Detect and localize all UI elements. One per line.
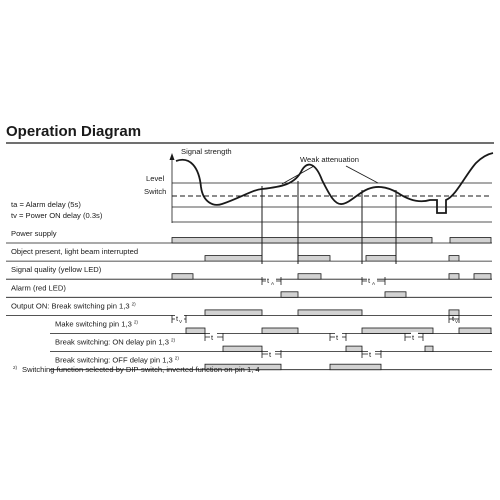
row-active-bar: [298, 274, 321, 280]
row-active-bar: [425, 346, 433, 352]
row-label-footnote-marker: 2): [174, 355, 179, 361]
row-active-bar: [298, 256, 330, 262]
tv-sub-1: V: [179, 319, 183, 324]
row-label: Make switching pin 1,3 $^{2)}$: [55, 319, 138, 329]
timing-row: [6, 301, 492, 315]
weak-attenuation-pointer-right: [346, 166, 378, 183]
row-label: Break switching: OFF delay pin 1,3 $^{2)}$: [55, 355, 179, 365]
row-active-bar: [366, 256, 396, 262]
row-active-bar: [172, 238, 432, 244]
t-on-label-2: t: [336, 333, 339, 342]
ta-label-1: t: [267, 276, 270, 285]
row-label: Break switching: ON delay pin 1,3 $^{2)}$: [55, 337, 176, 347]
row-active-bar: [281, 292, 298, 298]
t-off-label-1: t: [269, 350, 272, 359]
tv-label-2: t: [452, 314, 455, 323]
row-active-bar: [449, 256, 459, 262]
level-label: Level: [146, 174, 165, 183]
timing-annotations: [172, 275, 459, 359]
row-active-bar: [450, 238, 491, 244]
timing-rows: [6, 229, 492, 370]
row-active-bar: [262, 328, 298, 334]
row-active-bar: [330, 364, 381, 370]
signal-curve-panel: [144, 147, 493, 223]
row-active-bar: [298, 310, 362, 316]
timing-row: [6, 229, 492, 243]
row-active-bar: [362, 328, 433, 334]
switch-label: Switch: [144, 187, 167, 196]
timing-row: [6, 283, 492, 297]
row-label: Signal quality (yellow LED): [11, 265, 102, 275]
weak-attenuation-label: Weak attenuation: [300, 155, 359, 164]
t-on-label-3: t: [412, 333, 415, 342]
page-title: Operation Diagram: [6, 123, 142, 140]
row-active-bar: [449, 274, 459, 280]
signal-strength-label: Signal strength: [181, 147, 232, 156]
y-axis-arrowhead: [170, 153, 175, 160]
ta-sub-2: A: [372, 281, 376, 286]
row-active-bar: [385, 292, 406, 298]
t-off-label-2: t: [369, 350, 372, 359]
timing-row: [6, 265, 492, 279]
row-active-bar: [186, 328, 205, 334]
row-label: Output ON: Break switching pin 1,3 $^{2)}$: [11, 301, 136, 311]
footnote-marker: 2): [13, 365, 18, 370]
legend-tv: tv = Power ON delay (0.3s): [11, 211, 103, 220]
row-label-footnote-marker: 2): [133, 319, 138, 325]
t-on-label-1: t: [211, 333, 214, 342]
ta-label-2: t: [368, 276, 371, 285]
row-label-footnote-marker: 2): [131, 301, 136, 307]
row-label: Object present, light beam interrupted: [11, 247, 139, 257]
row-active-bar: [205, 256, 262, 262]
row-active-bar: [346, 346, 362, 352]
row-label: Alarm (red LED): [11, 283, 66, 293]
tv-label-1: t: [176, 314, 179, 323]
timing-row: [6, 247, 492, 261]
row-label: Power supply: [11, 229, 57, 238]
row-active-bar: [172, 274, 193, 280]
ta-sub-1: A: [271, 281, 275, 286]
row-label-footnote-marker: 2): [170, 337, 176, 343]
legend-ta: ta = Alarm delay (5s): [11, 200, 81, 209]
row-active-bar: [223, 346, 262, 352]
row-active-bar: [459, 328, 491, 334]
tv-sub-2: V: [455, 319, 459, 324]
timing-row: [50, 320, 492, 334]
footnote-text: Switching function selected by DIP-switch, inverted function on pin 1, 4: [22, 365, 260, 374]
row-active-bar: [205, 310, 262, 316]
row-active-bar: [474, 274, 491, 280]
